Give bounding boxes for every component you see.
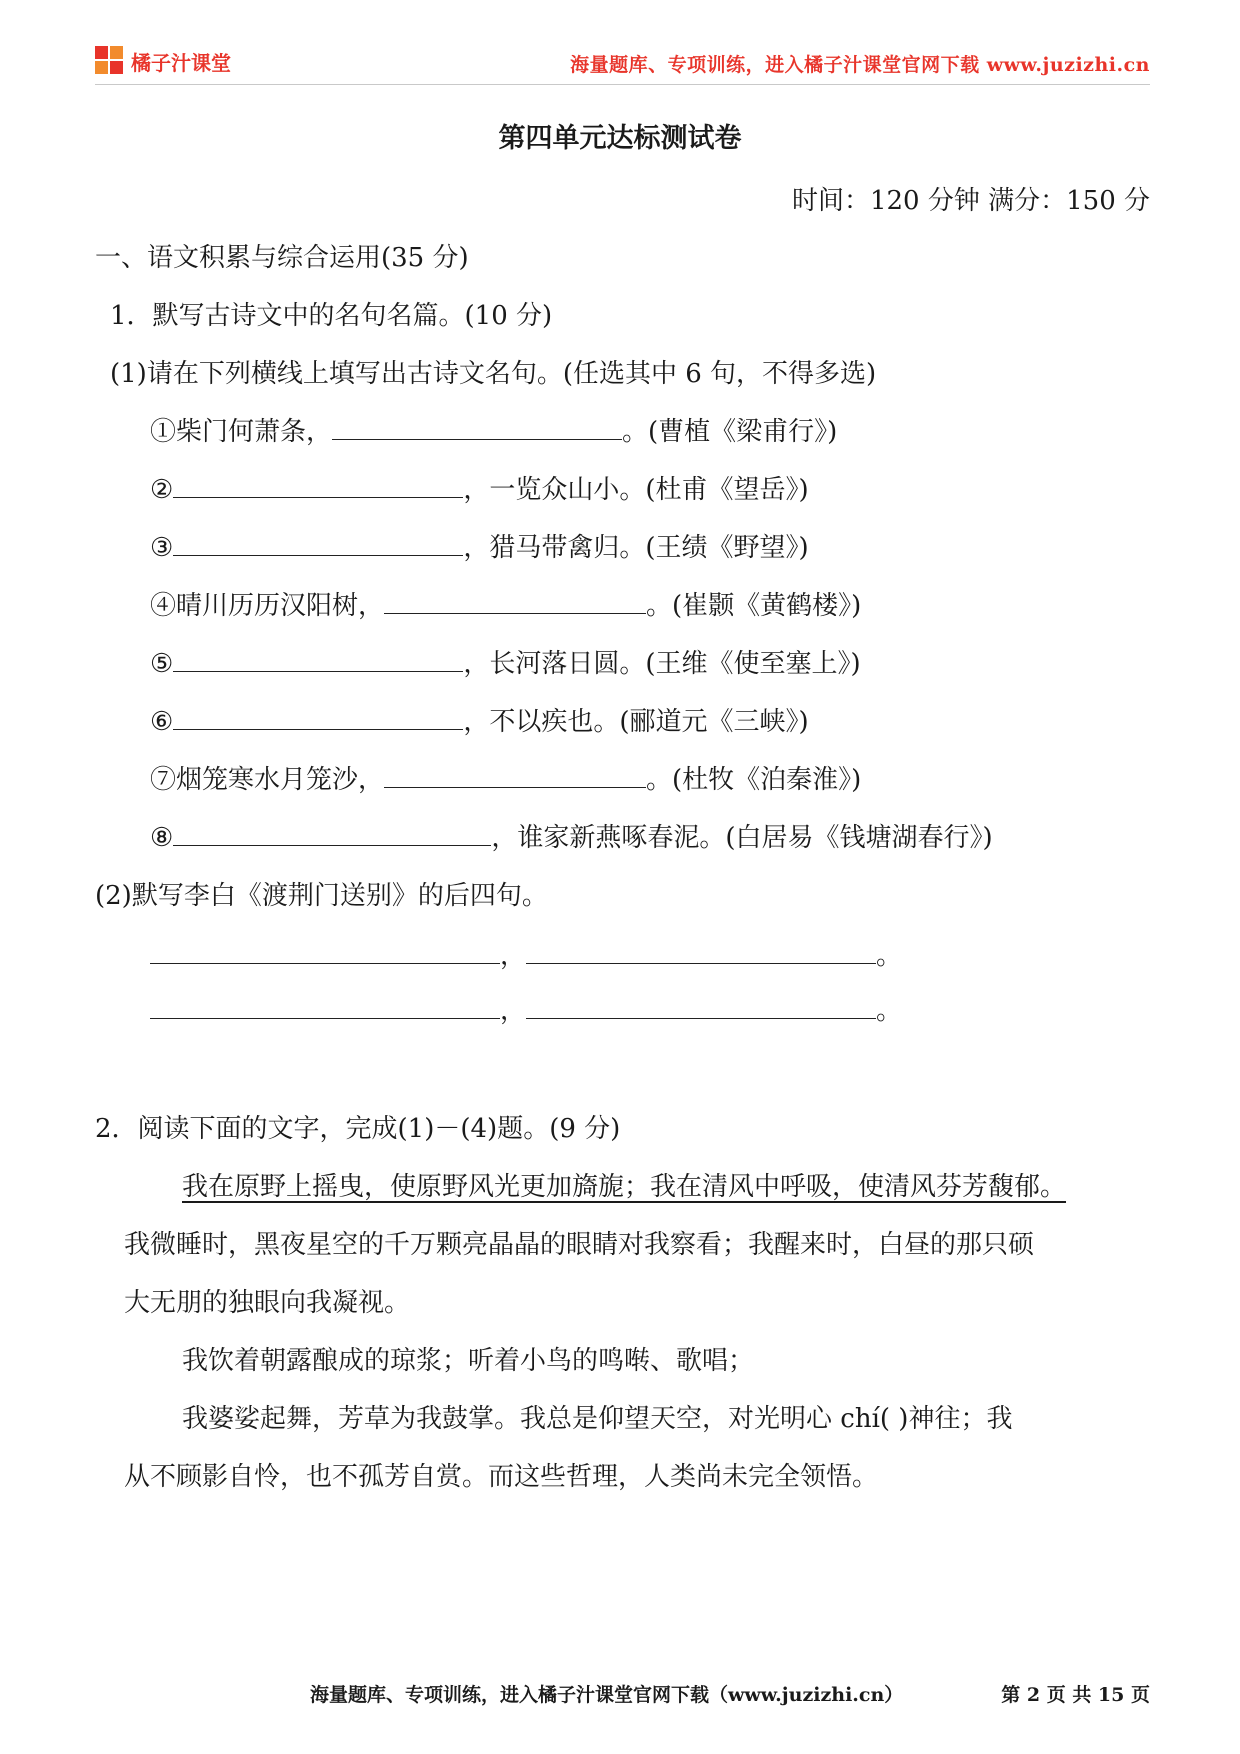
logo-text: 橘子汁课堂: [131, 50, 231, 75]
fill-blank[interactable]: [173, 705, 463, 730]
list-item: ⑥ ，不以疾也。(郦道元《三峡》): [150, 707, 809, 737]
question-1-part-2: (2)默写李白《渡荆门送别》的后四句。: [95, 881, 548, 911]
exam-time-info: 时间：120 分钟 满分：150 分: [791, 186, 1150, 216]
footer-slogan: 海量题库、专项训练，进入橘子汁课堂官网下载（www.juzizhi.cn）: [310, 1684, 904, 1706]
section-heading: 一、语文积累与综合运用(35 分): [95, 243, 469, 273]
passage-line: 大无朋的独眼向我凝视。: [124, 1288, 411, 1318]
passage-underlined-sentence: 我在原野上摇曳，使原野风光更加旖旎；我在清风中呼吸，使清风芬芳馥郁。: [182, 1172, 1067, 1202]
fill-blank[interactable]: [173, 647, 463, 672]
fill-blank[interactable]: [526, 994, 876, 1019]
fill-blank[interactable]: [384, 763, 646, 788]
passage-line: 我微睡时，黑夜星空的千万颗亮晶晶的眼睛对我察看；我醒来时，白昼的那只硕: [124, 1230, 1035, 1260]
fill-blank[interactable]: [384, 589, 646, 614]
question-1-part-1: (1)请在下列横线上填写出古诗文名句。(任选其中 6 句，不得多选): [110, 359, 877, 389]
page-title: 第四单元达标测试卷: [498, 123, 742, 154]
answer-line: ， 。: [150, 990, 902, 1027]
logo-icon: [95, 46, 125, 76]
passage-line: 我饮着朝露酿成的琼浆；听着小鸟的鸣啭、歌唱；: [182, 1346, 755, 1376]
question-1-stem: 1．默写古诗文中的名句名篇。(10 分): [110, 301, 553, 331]
question-2-stem: 2．阅读下面的文字，完成(1)－(4)题。(9 分): [95, 1114, 621, 1144]
fill-blank[interactable]: [332, 415, 622, 440]
list-item: ⑧ ，谁家新燕啄春泥。(白居易《钱塘湖春行》): [150, 823, 993, 853]
fill-blank[interactable]: [526, 939, 876, 964]
page-number: 第 2 页 共 15 页: [1001, 1684, 1150, 1706]
brand-logo: [95, 46, 231, 76]
passage-line: 从不顾影自怜，也不孤芳自赏。而这些哲理，人类尚未完全领悟。: [124, 1462, 879, 1492]
list-item: ② ，一览众山小。(杜甫《望岳》): [150, 475, 809, 505]
fill-blank[interactable]: [173, 821, 491, 846]
list-item: ③ ，猎马带禽归。(王绩《野望》): [150, 533, 809, 563]
fill-blank[interactable]: [173, 473, 463, 498]
list-item: ①柴门何萧条， 。(曹植《梁甫行》): [150, 417, 838, 447]
fill-blank[interactable]: [150, 994, 500, 1019]
fill-blank[interactable]: [150, 939, 500, 964]
list-item: ⑦烟笼寒水月笼沙， 。(杜牧《泊秦淮》): [150, 765, 862, 795]
header-slogan: 海量题库、专项训练，进入橘子汁课堂官网下载 www.juzizhi.cn: [570, 54, 1150, 76]
fill-blank[interactable]: [173, 531, 463, 556]
list-item: ⑤ ，长河落日圆。(王维《使至塞上》): [150, 649, 861, 679]
list-item: ④晴川历历汉阳树， 。(崔颢《黄鹤楼》): [150, 591, 862, 621]
passage-line: 我婆娑起舞，芳草为我鼓掌。我总是仰望天空，对光明心 chí( )神往；我: [182, 1404, 1013, 1434]
answer-line: ， 。: [150, 935, 902, 972]
page-header: [95, 40, 1150, 85]
